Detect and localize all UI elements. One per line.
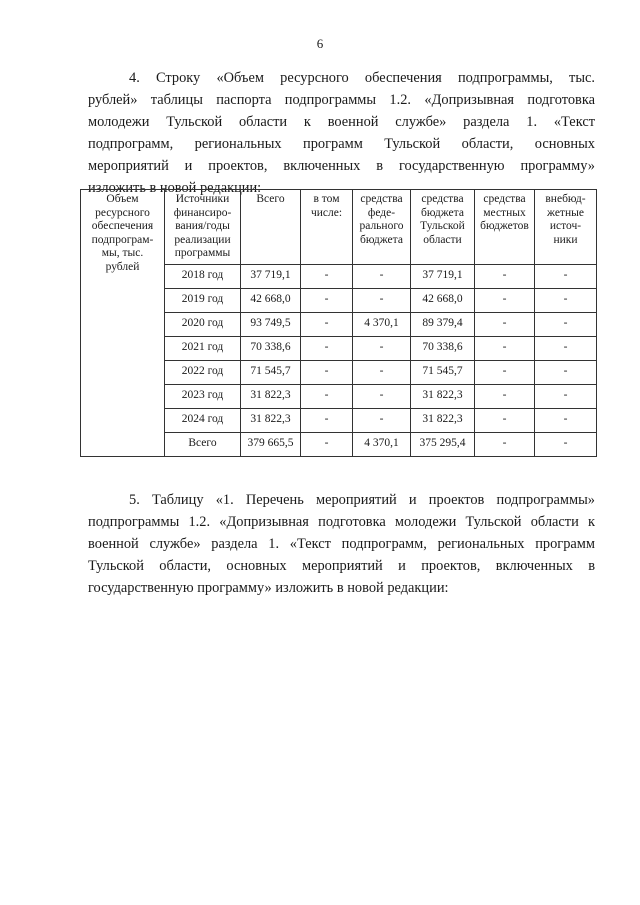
table-cell: 2021 год (165, 336, 241, 360)
table-cell: - (535, 408, 597, 432)
table-cell: - (301, 360, 353, 384)
table-cell: - (301, 336, 353, 360)
paragraph-line: военной службе» раздела 1. «Текст подпрограмм, региональных программ (88, 536, 595, 552)
table-cell: - (535, 312, 597, 336)
table-cell: 31 822,3 (411, 408, 475, 432)
table-cell: 31 822,3 (241, 408, 301, 432)
paragraph-line: государственную программу» изложить в новой редакции: (88, 580, 449, 596)
table-cell: - (475, 288, 535, 312)
paragraph-line: рублей» таблицы паспорта подпрограммы 1.2. «Допризывная подготовка (88, 92, 595, 108)
paragraph-5 (88, 489, 595, 599)
table-cell: - (475, 408, 535, 432)
column-header-including: в том числе: (301, 190, 353, 265)
table-cell: - (475, 384, 535, 408)
table-cell: 71 545,7 (241, 360, 301, 384)
paragraph-line: подпрограмм, региональных программ Тульской области, основных (88, 136, 595, 152)
table-cell: - (535, 264, 597, 288)
table-cell: - (475, 360, 535, 384)
table-cell: - (301, 312, 353, 336)
table-cell: - (475, 312, 535, 336)
table-cell: - (475, 336, 535, 360)
table-cell: 37 719,1 (241, 264, 301, 288)
table-cell: 2018 год (165, 264, 241, 288)
table-cell: 89 379,4 (411, 312, 475, 336)
table-cell: 379 665,5 (241, 432, 301, 456)
table-cell: - (535, 360, 597, 384)
table-cell: 42 668,0 (411, 288, 475, 312)
page-number: 6 (316, 36, 324, 51)
table-cell: 70 338,6 (241, 336, 301, 360)
table-cell: - (353, 288, 411, 312)
table-cell: - (301, 288, 353, 312)
table-cell: Всего (165, 432, 241, 456)
table-cell: - (353, 336, 411, 360)
paragraph-line: мероприятий и проектов, включенных в государственную программу» (88, 158, 595, 174)
table-cell: 93 749,5 (241, 312, 301, 336)
table-cell: 4 370,1 (353, 432, 411, 456)
resource-table (80, 189, 597, 457)
paragraph-line: 5. Таблицу «1. Перечень мероприятий и проектов подпрограммы» (129, 492, 595, 508)
table-cell: - (353, 408, 411, 432)
table-cell: - (301, 384, 353, 408)
column-header-sources: Источники финансиро- вания/годы реализации программы (165, 190, 241, 265)
table-cell: - (301, 264, 353, 288)
table-cell: 42 668,0 (241, 288, 301, 312)
table-cell: 4 370,1 (353, 312, 411, 336)
table-cell: - (535, 336, 597, 360)
table-cell: - (475, 264, 535, 288)
table-cell: - (301, 408, 353, 432)
column-header-total: Всего (241, 190, 301, 265)
table-cell: - (535, 432, 597, 456)
table-cell: 2023 год (165, 384, 241, 408)
paragraph-line: молодежи Тульской области к военной службе» раздела 1. «Текст (88, 114, 595, 130)
paragraph-line: Тульской области, основных мероприятий и проектов, включенных в (88, 558, 595, 574)
table-cell: 2024 год (165, 408, 241, 432)
table-cell: - (353, 384, 411, 408)
column-header-regional: средства бюджета Тульской области (411, 190, 475, 265)
table-cell: - (475, 432, 535, 456)
table-cell: - (535, 384, 597, 408)
paragraph-line: 4. Строку «Объем ресурсного обеспечения подпрограммы, тыс. (129, 70, 595, 86)
table-cell: - (353, 264, 411, 288)
table-header-row (81, 190, 597, 265)
table-cell: - (301, 432, 353, 456)
table-cell: 71 545,7 (411, 360, 475, 384)
table-cell: 375 295,4 (411, 432, 475, 456)
column-header-local: средства местных бюджетов (475, 190, 535, 265)
column-header-federal: средства феде- рального бюджета (353, 190, 411, 265)
paragraph-line: подпрограммы 1.2. «Допризывная подготовка молодежи Тульской области к (88, 514, 595, 530)
table-cell: - (353, 360, 411, 384)
table-cell: 31 822,3 (241, 384, 301, 408)
table-cell: 2022 год (165, 360, 241, 384)
paragraph-line: изложить в новой редакции: (88, 180, 262, 196)
table-cell: 31 822,3 (411, 384, 475, 408)
table-cell: 37 719,1 (411, 264, 475, 288)
table-cell: - (535, 288, 597, 312)
table-cell: 2019 год (165, 288, 241, 312)
column-header-extrabudgetary: внебюд- жетные источ- ники (535, 190, 597, 265)
paragraph-4 (88, 67, 595, 199)
table-cell: 2020 год (165, 312, 241, 336)
table-cell: 70 338,6 (411, 336, 475, 360)
row-header-cell: Объем ресурсного обеспечения подпрограм- мы, тыс. рублей (81, 190, 165, 457)
